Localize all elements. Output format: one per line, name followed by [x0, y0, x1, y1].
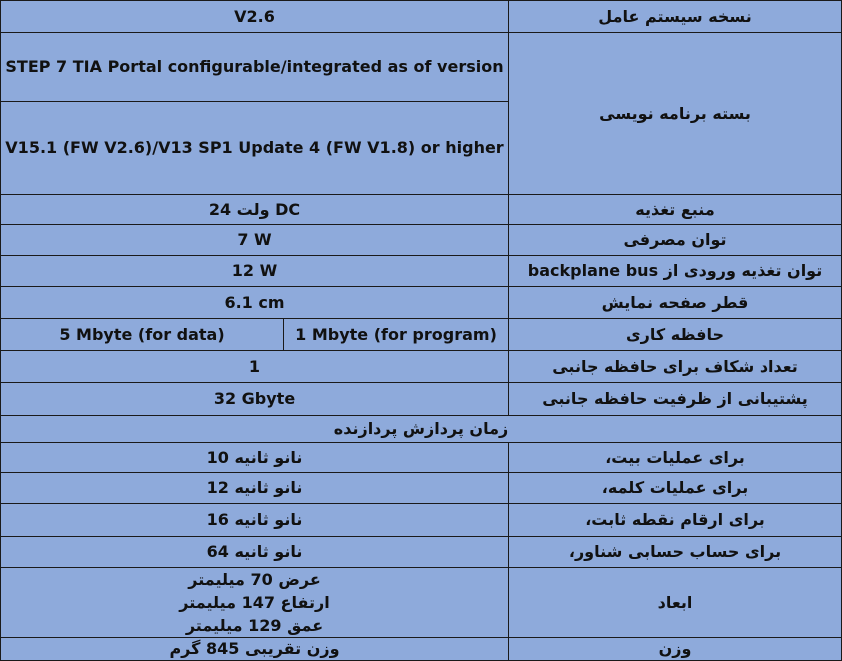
power-supply-label: منبع تغذیه: [508, 194, 842, 225]
dimensions-height: ارتفاع 147 میلیمتر: [179, 592, 330, 612]
floating-point-label: برای حساب حسابی شناور،: [508, 536, 842, 568]
memory-capacity-label: پشتیبانی از ظرفیت حافظه جانبی: [508, 382, 842, 416]
display-size-label: قطر صفحه نمایش: [508, 286, 842, 319]
programming-package-label: بسته برنامه نویسی: [508, 32, 842, 195]
backplane-power-label: توان تغذیه ورودی از backplane bus: [508, 255, 842, 287]
weight-value: وزن تقریبی 845 گرم: [0, 637, 509, 661]
floating-point-value: نانو ثانیه 64: [0, 536, 509, 568]
bit-ops-value: نانو ثانیه 10: [0, 442, 509, 473]
weight-label: وزن: [508, 637, 842, 661]
memory-slots-value: 1: [0, 350, 509, 383]
programming-package-value-line2: V15.1 (FW V2.6)/V13 SP1 Update 4 (FW V1.8) or higher: [0, 101, 509, 195]
power-supply-value: DC ولت 24: [0, 194, 509, 225]
memory-capacity-value: 32 Gbyte: [0, 382, 509, 416]
display-size-value: 6.1 cm: [0, 286, 509, 319]
dimensions-label: ابعاد: [508, 567, 842, 638]
os-version-label: نسخه سیستم عامل: [508, 0, 842, 33]
power-consumption-value: 7 W: [0, 224, 509, 256]
power-consumption-label: توان مصرفی: [508, 224, 842, 256]
dimensions-value: [0, 567, 509, 638]
memory-slots-label: تعداد شکاف برای حافظه جانبی: [508, 350, 842, 383]
dimensions-depth: عمق 129 میلیمتر: [185, 615, 324, 635]
fixed-point-label: برای ارقام نقطه ثابت،: [508, 503, 842, 537]
word-ops-label: برای عملیات کلمه،: [508, 472, 842, 504]
dimensions-width: عرض 70 میلیمتر: [188, 569, 321, 589]
os-version-value: V2.6: [0, 0, 509, 33]
programming-package-value-line1: STEP 7 TIA Portal configurable/integrated as of version: [0, 32, 509, 102]
work-memory-label: حافظه کاری: [508, 318, 842, 351]
word-ops-value: نانو ثانیه 12: [0, 472, 509, 504]
bit-ops-label: برای عملیات بیت،: [508, 442, 842, 473]
backplane-power-value: 12 W: [0, 255, 509, 287]
fixed-point-value: نانو ثانیه 16: [0, 503, 509, 537]
processing-time-heading: زمان پردازش پردازنده: [0, 415, 842, 443]
work-memory-program: 1 Mbyte (for program): [283, 318, 509, 351]
work-memory-data: 5 Mbyte (for data): [0, 318, 284, 351]
